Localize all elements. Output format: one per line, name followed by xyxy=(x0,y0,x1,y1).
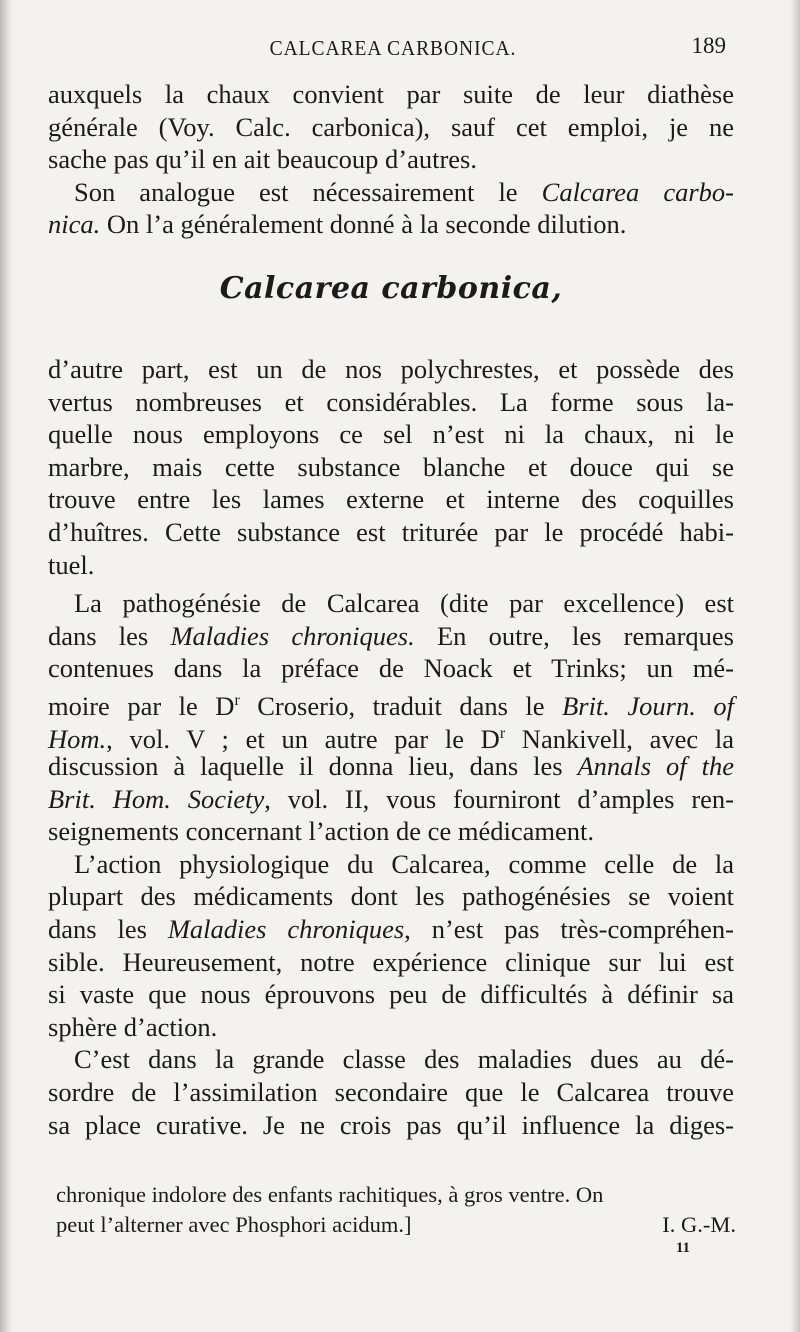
text-span: , vol. II, vous fourniront d’amples ren- xyxy=(264,783,735,814)
text-line: marbre, mais cette substance blanche et douce qui se xyxy=(48,451,734,482)
superscript: r xyxy=(234,691,240,709)
running-title: CALCAREA CARBONICA. xyxy=(269,36,517,60)
italic-text: Maladies chroniques. xyxy=(170,620,415,651)
italic-text: Calcarea carbo- xyxy=(541,176,734,207)
text-line xyxy=(48,783,734,816)
text-line: sible. Heureusement, notre expérience clinique sur lui est xyxy=(48,946,734,977)
intro-paragraph-2 xyxy=(48,176,734,241)
page-shadow-left xyxy=(0,0,12,1332)
paragraph-4 xyxy=(48,1043,734,1141)
page-shadow-right xyxy=(790,0,800,1332)
text-line xyxy=(48,620,734,653)
text-line xyxy=(48,913,734,946)
text-span: moire par le D xyxy=(48,690,235,721)
text-line: seignements concernant l’action de ce médicament. xyxy=(48,816,594,847)
text-line: trouve entre les lames externe et interne des coquilles xyxy=(48,484,734,515)
text-line: auxquels la chaux convient par suite de leur diathèse xyxy=(48,79,734,109)
text-line: sache pas qu’il en ait beaucoup d’autres. xyxy=(48,144,477,175)
footnote xyxy=(56,1180,736,1240)
italic-text: Annals of the xyxy=(577,751,734,782)
text-line: quelle nous employons ce sel n’est ni la chaux, ni le xyxy=(48,419,734,450)
text-span: On l’a généralement donné à la seconde dilution. xyxy=(100,209,627,240)
text-line: contenues dans la préface de Noack et Trinks; un mé- xyxy=(48,653,734,684)
text-line: vertus nombreuses et considérables. La forme sous la- xyxy=(48,386,734,417)
paragraph-2 xyxy=(48,587,734,848)
text-line xyxy=(48,685,734,721)
text-span: discussion à laquelle il donna lieu, dans les xyxy=(48,751,578,782)
text-span: En outre, les remarques xyxy=(414,620,734,651)
page-header xyxy=(48,30,738,66)
superscript: r xyxy=(499,724,506,742)
signature-mark: 11 xyxy=(675,1240,690,1256)
text-line: C’est dans la grande classe des maladies dues au dé- xyxy=(74,1044,734,1075)
footnote-text: peut l’alterner avec Phosphori acidum.] xyxy=(56,1212,412,1237)
paragraph-3 xyxy=(48,848,734,1044)
italic-text: Brit. Hom. Society xyxy=(48,783,265,814)
italic-text: Brit. Journ. of xyxy=(562,690,734,721)
text-line: plupart des médicaments dont les pathogénésies se voient xyxy=(48,881,734,912)
text-line: sordre de l’assimilation secondaire que le Calcarea trouve xyxy=(48,1077,734,1108)
italic-text: Hom. xyxy=(48,723,107,754)
text-line xyxy=(48,750,734,783)
text-line: générale (Voy. Calc. carbonica), sauf cet emploi, je ne xyxy=(48,111,734,142)
text-line: d’autre part, est un de nos polychrestes, et possède des xyxy=(48,353,734,384)
section-heading xyxy=(48,253,734,333)
text-line: d’huîtres. Cette substance est triturée par le procédé habi- xyxy=(48,516,734,547)
text-line xyxy=(48,208,734,241)
text-span: , vol. V ; et un autre par le D xyxy=(106,723,500,754)
text-span: dans les xyxy=(48,620,171,651)
page-number: 189 xyxy=(691,33,726,58)
text-span: , n’est pas très-compréhen- xyxy=(404,914,735,945)
text-line: sa place curative. Je ne crois pas qu’il influence la diges- xyxy=(48,1109,734,1140)
footnote-line xyxy=(56,1210,736,1240)
paragraph-1 xyxy=(48,353,734,581)
footnote-signature: I. G.-M. xyxy=(662,1212,736,1237)
text-line: La pathogénésie de Calcarea (dite par excellence) est xyxy=(74,588,734,619)
text-line xyxy=(48,718,734,754)
text-line: sphère d’action. xyxy=(48,1011,218,1042)
intro-paragraph xyxy=(48,78,734,176)
body-text xyxy=(48,78,734,1141)
text-line xyxy=(48,176,734,209)
text-span: Nankivell, avec la xyxy=(505,723,734,754)
italic-text: nica. xyxy=(48,209,101,240)
text-line: tuel. xyxy=(48,549,95,580)
text-span: Croserio, traduit dans le xyxy=(239,690,563,721)
text-line: si vaste que nous éprouvons peu de difficultés à définir sa xyxy=(48,979,734,1010)
text-line: L’action physiologique du Calcarea, comme celle de la xyxy=(74,848,734,879)
footnote-line: chronique indolore des enfants rachitiques, à gros ventre. On xyxy=(56,1182,604,1207)
italic-text: Maladies chroniques xyxy=(167,914,405,945)
text-span: dans les xyxy=(48,914,168,945)
text-span: Son analogue est nécessairement le xyxy=(74,176,542,207)
section-title: Calcarea carbonica, xyxy=(219,270,563,306)
